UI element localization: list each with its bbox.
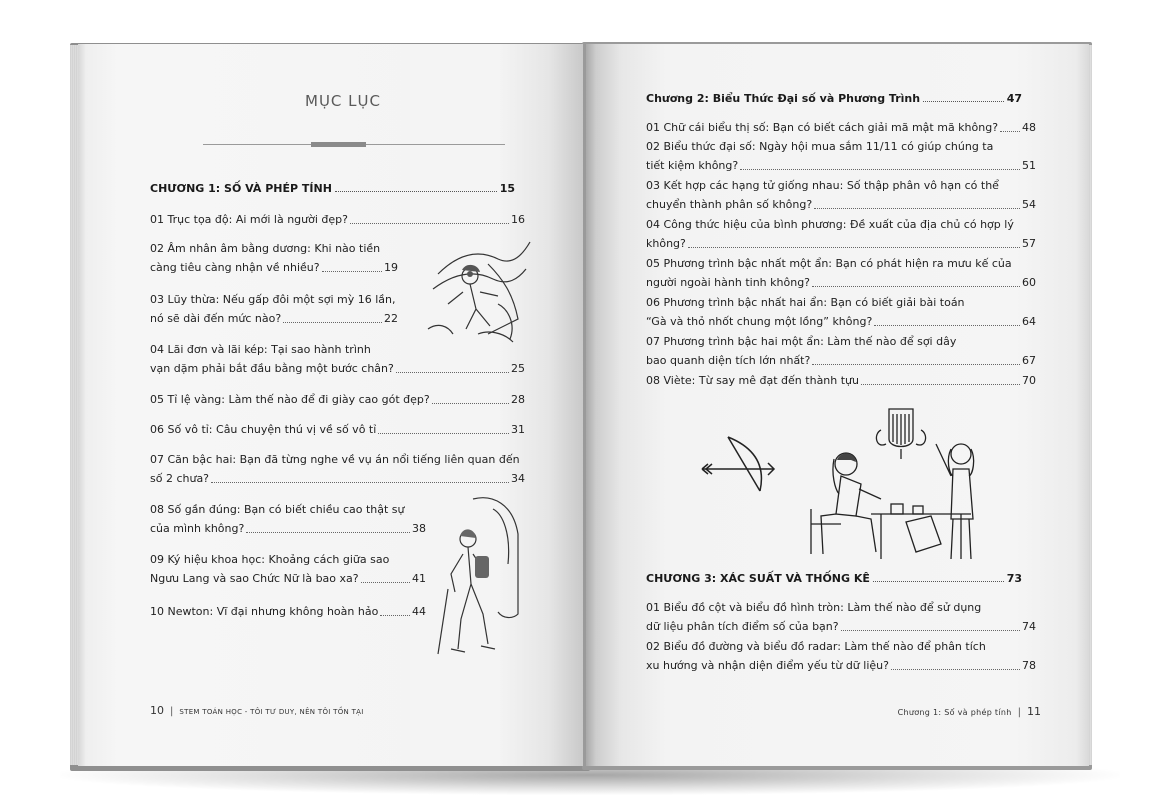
leader-dots bbox=[812, 286, 1020, 287]
toc-entry-2-01[interactable] bbox=[646, 118, 1036, 137]
toc-entry-3-02[interactable] bbox=[646, 637, 1036, 675]
toc-entry-1-06[interactable] bbox=[150, 420, 525, 439]
entry-page: 44 bbox=[412, 605, 426, 618]
entry-text-2: của mình không? bbox=[150, 522, 245, 535]
toc-entry-1-09[interactable] bbox=[150, 550, 426, 588]
entry-text-2: tiết kiệm không? bbox=[646, 159, 739, 172]
toc-entry-3-01[interactable] bbox=[646, 598, 1036, 636]
chapter-3-heading[interactable] bbox=[646, 572, 1022, 585]
entry-page: 38 bbox=[412, 522, 426, 535]
entry-page: 67 bbox=[1022, 354, 1036, 367]
hiker-illustration bbox=[433, 494, 523, 659]
leader-dots bbox=[380, 615, 410, 616]
entry-text-2: chuyển thành phân số không? bbox=[646, 198, 813, 211]
chapter-1-heading[interactable] bbox=[150, 182, 515, 195]
entry-text-2: nó sẽ dài đến mức nào? bbox=[150, 312, 282, 325]
leader-dots bbox=[432, 403, 509, 404]
book-title: STEM TOÁN HỌC - TÔI TƯ DUY, NÊN TÔI TỒN TẠI bbox=[179, 708, 364, 716]
toc-entry-1-01[interactable] bbox=[150, 210, 525, 229]
footer-separator: | bbox=[1017, 707, 1021, 718]
toc-entry-2-07[interactable] bbox=[646, 332, 1036, 370]
entry-text-2: càng tiêu càng nhận về nhiều? bbox=[150, 261, 320, 274]
right-page-number: 11 bbox=[1027, 705, 1041, 718]
entry-page: 41 bbox=[412, 572, 426, 585]
leader-dots bbox=[335, 191, 497, 192]
bow-arrow-illustration bbox=[698, 429, 778, 499]
entry-text: 03 Kết hợp các hạng tử giống nhau: Số thập phân vô hạn có thể bbox=[646, 179, 999, 192]
leader-dots bbox=[891, 669, 1020, 670]
entry-page: 25 bbox=[511, 362, 525, 375]
chapter-2-label: Chương 2: Biểu Thức Đại số và Phương Trình bbox=[646, 92, 921, 105]
toc-title: MỤC LỤC bbox=[305, 92, 381, 110]
leader-dots bbox=[861, 384, 1020, 385]
right-footer bbox=[898, 705, 1041, 718]
leader-dots bbox=[688, 247, 1020, 248]
entry-text: 02 Biểu đồ đường và biểu đồ radar: Làm thế nào để phân tích bbox=[646, 640, 986, 653]
leader-dots bbox=[874, 325, 1020, 326]
entry-text: 08 Số gần đúng: Bạn có biết chiều cao thật sự bbox=[150, 503, 405, 516]
entry-page: 74 bbox=[1022, 620, 1036, 633]
entry-page: 57 bbox=[1022, 237, 1036, 250]
leader-dots bbox=[812, 364, 1020, 365]
entry-text-2: vạn dặm phải bắt đầu bằng một bước chân? bbox=[150, 362, 394, 375]
leader-dots bbox=[211, 482, 509, 483]
toc-entry-2-05[interactable] bbox=[646, 254, 1036, 292]
leader-dots bbox=[1000, 131, 1020, 132]
entry-text: 05 Phương trình bậc nhất một ẩn: Bạn có phát hiện ra mưu kế của bbox=[646, 257, 1012, 270]
leader-dots bbox=[873, 581, 1004, 582]
chapter-3-label: CHƯƠNG 3: XÁC SUẤT VÀ THỐNG KÊ bbox=[646, 572, 870, 585]
entry-page: 19 bbox=[384, 261, 398, 274]
entry-text: 06 Phương trình bậc nhất hai ẩn: Bạn có biết giải bài toán bbox=[646, 296, 965, 309]
toc-entry-1-07[interactable] bbox=[150, 450, 525, 488]
title-divider-accent bbox=[311, 142, 366, 147]
chapter-1-label: CHƯƠNG 1: SỐ VÀ PHÉP TÍNH bbox=[150, 182, 332, 195]
entry-page: 70 bbox=[1022, 374, 1036, 387]
entry-text-2: xu hướng và nhận diện điểm yếu từ dữ liệu? bbox=[646, 659, 889, 672]
entry-page: 64 bbox=[1022, 315, 1036, 328]
entry-text-2: Ngưu Lang và sao Chức Nữ là bao xa? bbox=[150, 572, 359, 585]
entry-text: 01 Chữ cái biểu thị số: Bạn có biết cách giải mã mật mã không? bbox=[646, 121, 999, 134]
leader-dots bbox=[740, 169, 1020, 170]
leader-dots bbox=[814, 208, 1020, 209]
entry-page: 78 bbox=[1022, 659, 1036, 672]
chapter-running-title: Chương 1: Số và phép tính bbox=[897, 708, 1012, 717]
entry-text-2: không? bbox=[646, 237, 686, 250]
entry-text: 07 Căn bậc hai: Bạn đã từng nghe về vụ án nổi tiếng liên quan đến bbox=[150, 453, 520, 466]
toc-entry-2-04[interactable] bbox=[646, 215, 1036, 253]
entry-text: 07 Phương trình bậc hai một ẩn: Làm thế nào để sợi dây bbox=[646, 335, 957, 348]
entry-text: 03 Lũy thừa: Nếu gấp đôi một sợi mỳ 16 lần, bbox=[150, 293, 396, 306]
entry-page: 48 bbox=[1022, 121, 1036, 134]
entry-text-2: “Gà và thỏ nhốt chung một lồng” không? bbox=[646, 315, 873, 328]
leader-dots bbox=[361, 582, 410, 583]
toc-entry-1-05[interactable] bbox=[150, 390, 525, 409]
toc-entry-2-02[interactable] bbox=[646, 137, 1036, 175]
chapter-1-page: 15 bbox=[499, 182, 515, 195]
entry-page: 60 bbox=[1022, 276, 1036, 289]
entry-page: 51 bbox=[1022, 159, 1036, 172]
entry-text: 09 Ký hiệu khoa học: Khoảng cách giữa sao bbox=[150, 553, 390, 566]
toc-entry-1-08[interactable] bbox=[150, 500, 426, 538]
entry-text: 04 Lãi đơn và lãi kép: Tại sao hành trình bbox=[150, 343, 371, 356]
footer-separator: | bbox=[170, 706, 174, 717]
classroom-scene-illustration bbox=[801, 404, 1001, 569]
flying-figure-illustration bbox=[418, 234, 538, 349]
toc-entry-1-03[interactable] bbox=[150, 290, 398, 328]
right-page bbox=[586, 44, 1089, 766]
left-page bbox=[78, 44, 583, 766]
entry-text: 02 Âm nhân âm bằng dương: Khi nào tiền bbox=[150, 242, 381, 255]
entry-page: 22 bbox=[384, 312, 398, 325]
leader-dots bbox=[246, 532, 410, 533]
leader-dots bbox=[378, 433, 509, 434]
entry-page: 28 bbox=[511, 393, 525, 406]
entry-page: 31 bbox=[511, 423, 525, 436]
toc-entry-2-08[interactable] bbox=[646, 371, 1036, 390]
entry-text: 01 Trục tọa độ: Ai mới là người đẹp? bbox=[150, 213, 348, 226]
left-page-number: 10 bbox=[150, 704, 164, 717]
entry-text: 02 Biểu thức đại số: Ngày hội mua sắm 11/11 có giúp chúng ta bbox=[646, 140, 994, 153]
entry-text-2: bao quanh diện tích lớn nhất? bbox=[646, 354, 811, 367]
leader-dots bbox=[923, 101, 1004, 102]
entry-text: 10 Newton: Vĩ đại nhưng không hoàn hảo bbox=[150, 605, 379, 618]
leader-dots bbox=[841, 630, 1020, 631]
entry-page: 16 bbox=[511, 213, 525, 226]
entry-text: 04 Công thức hiệu của bình phương: Đề xuất của địa chủ có hợp lý bbox=[646, 218, 1014, 231]
toc-entry-2-06[interactable] bbox=[646, 293, 1036, 331]
toc-entry-1-10[interactable] bbox=[150, 602, 426, 621]
leader-dots bbox=[322, 271, 382, 272]
entry-text-2: số 2 chưa? bbox=[150, 472, 210, 485]
entry-page: 34 bbox=[511, 472, 525, 485]
page-edges-left bbox=[70, 45, 78, 765]
entry-text-2: người ngoài hành tinh không? bbox=[646, 276, 811, 289]
entry-text: 06 Số vô tỉ: Câu chuyện thú vị về số vô tỉ bbox=[150, 423, 377, 436]
leader-dots bbox=[396, 372, 509, 373]
chapter-2-page: 47 bbox=[1006, 92, 1022, 105]
chapter-2-heading[interactable] bbox=[646, 92, 1022, 105]
entry-text: 01 Biểu đồ cột và biểu đồ hình tròn: Làm thế nào để sử dụng bbox=[646, 601, 982, 614]
chapter-3-page: 73 bbox=[1006, 572, 1022, 585]
leader-dots bbox=[350, 223, 509, 224]
entry-text: 05 Tỉ lệ vàng: Làm thế nào để đi giày cao gót đẹp? bbox=[150, 393, 430, 406]
entry-page: 54 bbox=[1022, 198, 1036, 211]
left-footer bbox=[150, 704, 364, 717]
leader-dots bbox=[283, 322, 382, 323]
entry-text-2: dữ liệu phân tích điểm số của bạn? bbox=[646, 620, 839, 633]
entry-text: 08 Viète: Từ say mê đạt đến thành tựu bbox=[646, 374, 860, 387]
toc-entry-1-02[interactable] bbox=[150, 239, 398, 277]
toc-entry-2-03[interactable] bbox=[646, 176, 1036, 214]
